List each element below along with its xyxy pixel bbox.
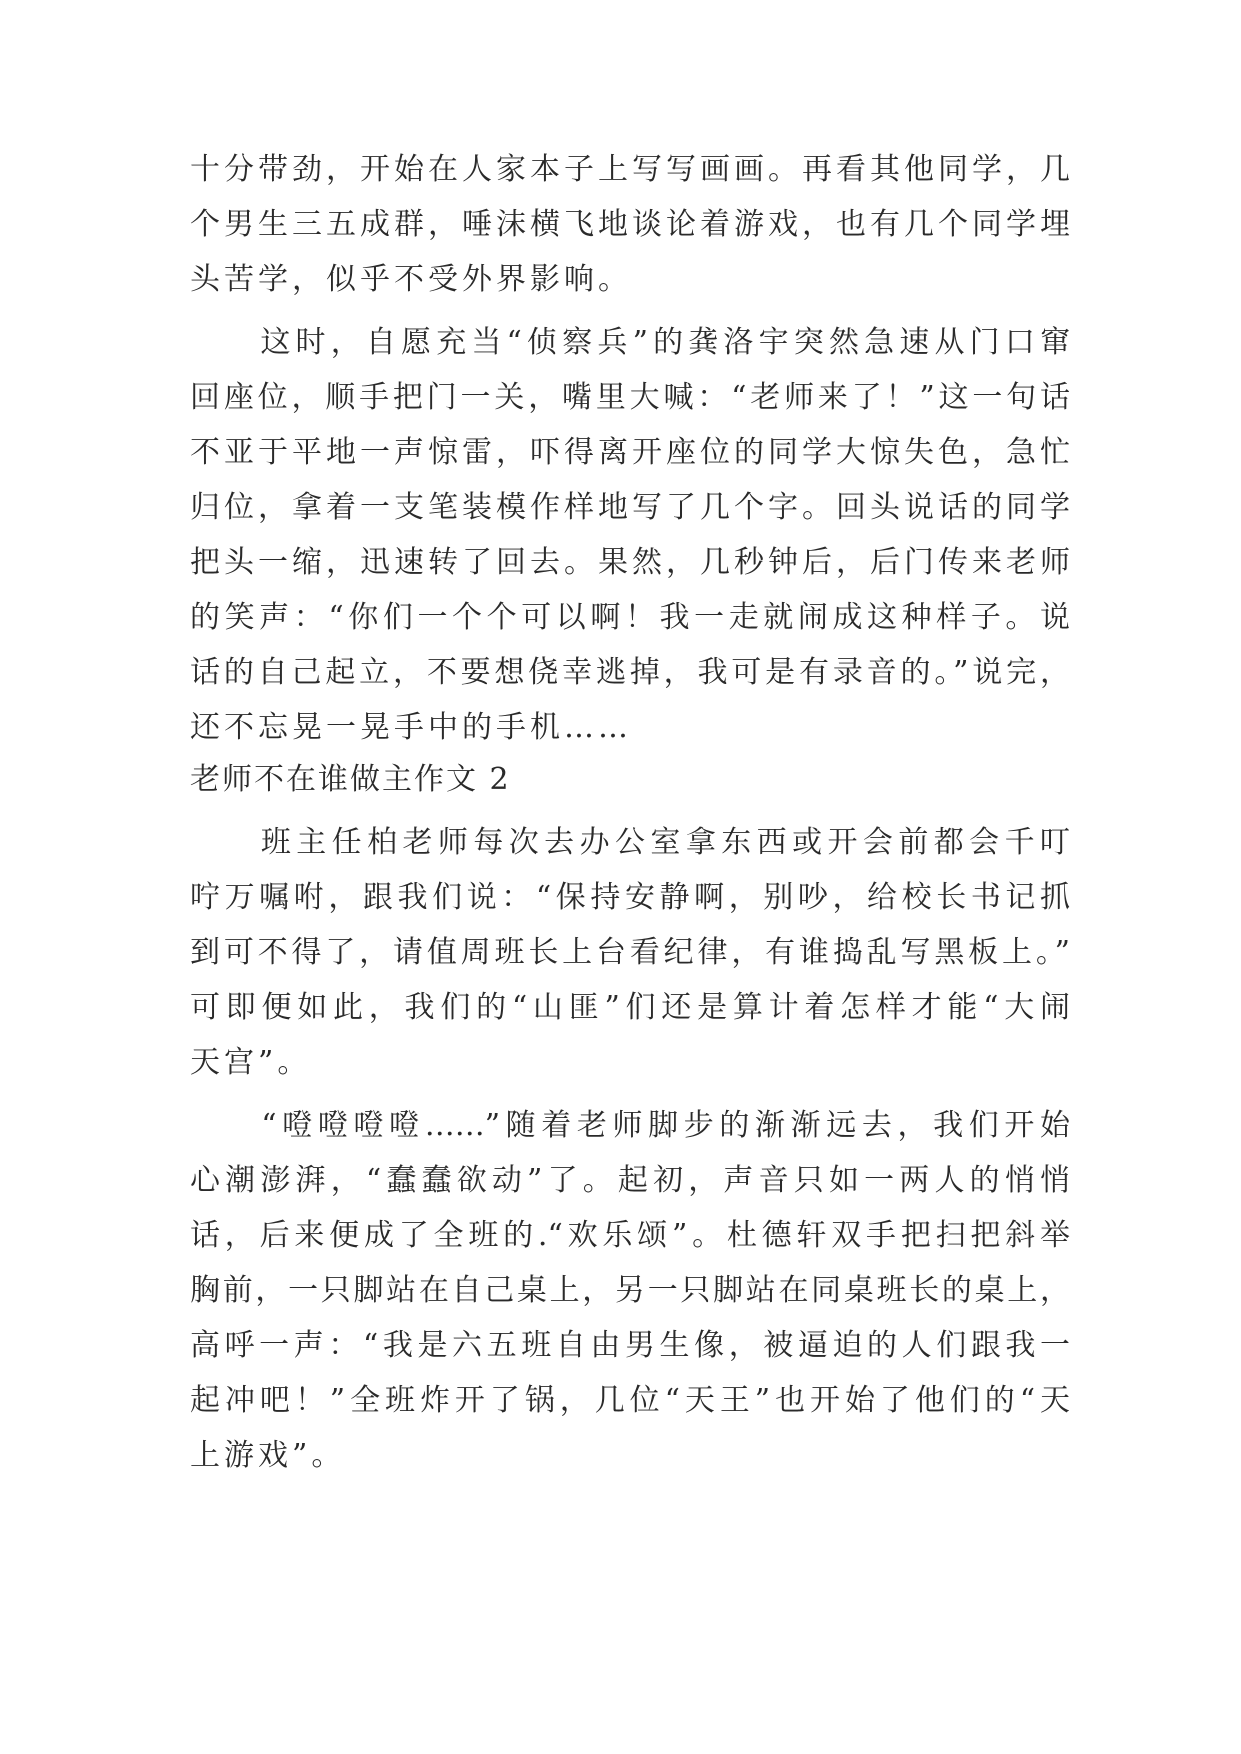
paragraph-line: 还不忘晃一晃手中的手机…… [190,710,632,745]
paragraph-line: 十分带劲，开始在人家本子上写写画画。再看其他同学，几 [190,152,1070,187]
paragraph-line: 上游戏”。 [190,1438,346,1473]
section-heading: 老师不在谁做主作文 2 [190,762,511,797]
paragraph-line: 这时，自愿充当“侦察兵”的龚洛宇突然急速从门口窜 [190,325,1070,360]
paragraph-line: 的笑声：“你们一个个可以啊！我一走就闹成这种样子。说 [190,600,1070,635]
paragraph-line: 话，后来便成了全班的.“欢乐颂”。杜德轩双手把扫把斜举 [190,1218,1070,1253]
paragraph-line: 个男生三五成群，唾沫横飞地谈论着游戏，也有几个同学埋 [190,207,1070,242]
paragraph-line: 胸前，一只脚站在自己桌上，另一只脚站在同桌班长的桌上， [190,1273,1070,1308]
paragraph-line: 到可不得了，请值周班长上台看纪律，有谁捣乱写黑板上。” [190,935,1070,970]
paragraph-line: 把头一缩，迅速转了回去。果然，几秒钟后，后门传来老师 [190,545,1070,580]
paragraph-line: 归位，拿着一支笔装模作样地写了几个字。回头说话的同学 [190,490,1070,525]
paragraph-line: 班主任柏老师每次去办公室拿东西或开会前都会千叮 [190,825,1070,860]
paragraph-line: 咛万嘱咐，跟我们说：“保持安静啊，别吵，给校长书记抓 [190,880,1070,915]
paragraph-line: 心潮澎湃，“蠢蠢欲动”了。起初，声音只如一两人的悄悄 [190,1163,1070,1198]
paragraph-line: “噔噔噔噔……”随着老师脚步的渐渐远去，我们开始 [190,1108,1070,1143]
paragraph-line: 话的自己起立，不要想侥幸逃掉，我可是有录音的。”说完， [190,655,1070,690]
paragraph-line: 天宫”。 [190,1045,312,1080]
paragraph-line: 不亚于平地一声惊雷，吓得离开座位的同学大惊失色，急忙 [190,435,1070,470]
paragraph-line: 起冲吧！”全班炸开了锅，几位“天王”也开始了他们的“天 [190,1383,1070,1418]
paragraph-line: 高呼一声：“我是六五班自由男生像，被逼迫的人们跟我一 [190,1328,1070,1363]
paragraph-line: 头苦学，似乎不受外界影响。 [190,262,632,297]
paragraph-line: 回座位，顺手把门一关，嘴里大喊：“老师来了！”这一句话 [190,380,1070,415]
paragraph-line: 可即便如此，我们的“山匪”们还是算计着怎样才能“大闹 [190,990,1070,1025]
